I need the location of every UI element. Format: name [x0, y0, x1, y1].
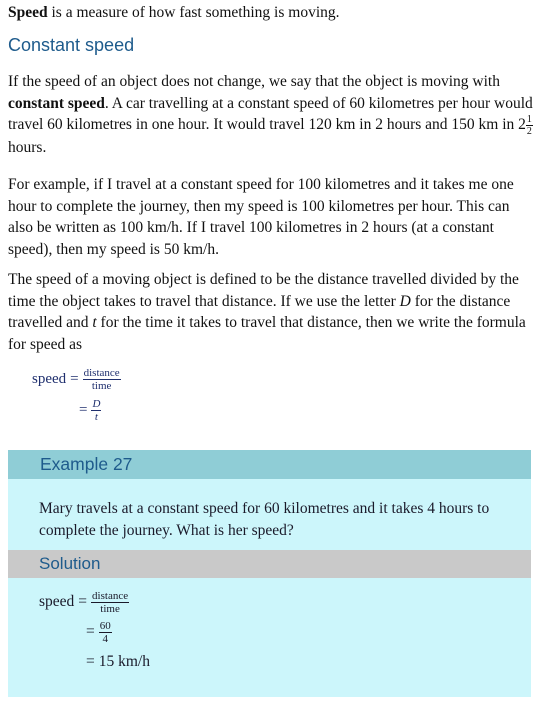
- para1-text-a: If the speed of an object does not change, we say that the object is moving with: [8, 73, 500, 90]
- paragraph-speed-definition: [8, 269, 538, 355]
- example-title: Example 27: [40, 454, 133, 474]
- formula-denominator: time: [91, 380, 112, 392]
- solution-body: [8, 578, 531, 697]
- section-heading: Constant speed: [8, 35, 135, 55]
- example-question: Mary travels at a constant speed for 60 kilometres and it takes 4 hours to complete the journey. What is her speed?: [39, 500, 490, 539]
- speed-term: Speed: [8, 4, 48, 21]
- half-denominator: 2: [526, 126, 532, 137]
- variable-t: t: [92, 314, 97, 331]
- solution-title: Solution: [39, 554, 101, 573]
- speed-formula-words: [32, 367, 121, 392]
- formula-word-fraction: [83, 367, 121, 392]
- formula-equals: =: [70, 370, 79, 387]
- solution-equals: =: [78, 593, 88, 611]
- para1-text-c: hours.: [8, 139, 47, 156]
- para3-text-a: The speed of a moving object is defined to be the distance travelled divided by the time the object takes to travel that distance. If we use the letter: [8, 271, 519, 310]
- solution-result-value: 15 km/h: [98, 653, 150, 670]
- paragraph-example-speed: For example, if I travel at a constant speed for 100 kilometres and it takes me one hour to complete the journey, then my speed is 100 kilometres per hour. This can also be written as 100 km/h. If I travel 100 kilometres in 2 hours (at a constant speed), then my speed is 50 km/h.: [8, 176, 514, 258]
- example-body: [8, 479, 531, 550]
- solution-numerator: distance: [92, 590, 129, 602]
- solution-value-fraction: [99, 620, 112, 645]
- solution-denominator: time: [100, 603, 120, 615]
- formula-equals-2: =: [79, 401, 88, 418]
- var-t-symbol: t: [94, 411, 98, 423]
- solution-formula-words: [39, 590, 129, 615]
- para3-text-b: for the distance travelled and: [8, 292, 511, 331]
- solution-lhs: speed: [39, 593, 75, 611]
- paragraph-constant-speed: [8, 71, 538, 159]
- solution-equals-3: =: [86, 653, 95, 670]
- solution-header: [8, 550, 531, 578]
- solution-equals-2: =: [86, 623, 95, 641]
- solution-value-numerator: 60: [99, 620, 111, 632]
- constant-speed-term: constant speed: [8, 94, 105, 112]
- example-header: [8, 450, 531, 479]
- formula-var-numerator: [91, 398, 101, 411]
- solution-word-fraction: [91, 590, 129, 615]
- solution-formula-values: [82, 620, 112, 645]
- para1-text-b: . A car travelling at a constant speed of 60 kilometres per hour would travel 60 kilometres in one hour. It would travel 120 km in 2 hours and 150 km in 2: [8, 94, 533, 134]
- solution-result: [82, 653, 150, 671]
- intro-rest: is a measure of how fast something is moving.: [47, 4, 340, 21]
- variable-d: D: [399, 292, 411, 310]
- var-d-symbol: D: [92, 398, 101, 410]
- formula-lhs: speed: [32, 370, 67, 387]
- intro-sentence: [8, 2, 538, 24]
- formula-var-denominator: [91, 411, 101, 423]
- solution-value-denominator: 4: [102, 633, 108, 645]
- formula-numerator: distance: [83, 367, 120, 379]
- para3-text-c: for the time it takes to travel that distance, then we write the formula for speed as: [8, 314, 526, 353]
- half-fraction: [526, 114, 533, 137]
- speed-formula-variables: [75, 398, 101, 423]
- half-numerator: 1: [526, 114, 532, 125]
- formula-variable-fraction: [91, 398, 101, 423]
